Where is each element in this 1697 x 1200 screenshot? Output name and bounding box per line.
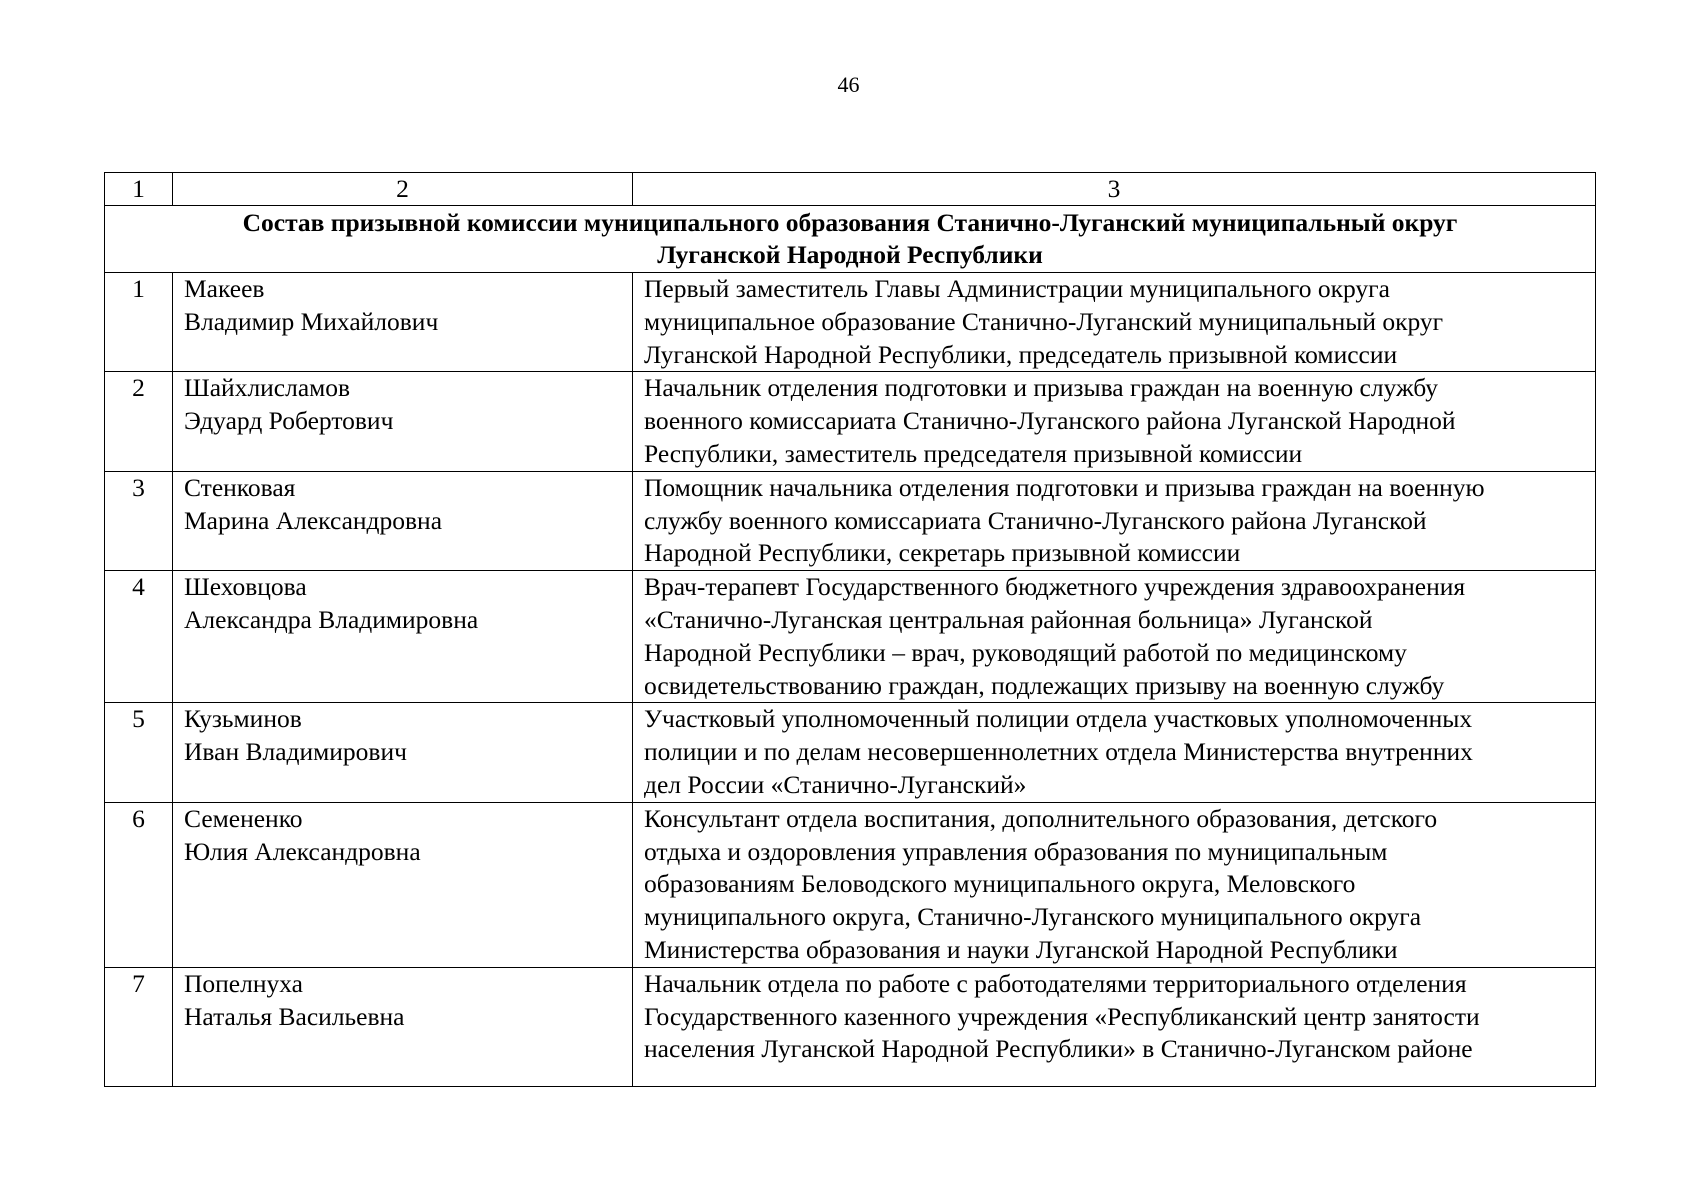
member-position	[633, 703, 1596, 802]
position-line: службу военного комиссариата Станично-Луганского района Луганской	[644, 505, 1427, 535]
table-row	[105, 471, 1596, 570]
column-number-1: 1	[105, 173, 173, 206]
table-row	[105, 571, 1596, 703]
row-number: 1	[105, 273, 173, 372]
member-surname: Кузьминов	[184, 704, 302, 734]
row-number: 6	[105, 802, 173, 967]
position-line: Народной Республики, секретарь призывной комиссии	[644, 538, 1241, 568]
member-surname: Стенковая	[184, 472, 296, 502]
position-line: муниципальное образование Станично-Луганский муниципальный округ	[644, 306, 1444, 336]
column-number-3: 3	[633, 173, 1596, 206]
member-name	[173, 372, 633, 471]
column-number-row	[105, 173, 1596, 206]
column-number-2: 2	[173, 173, 633, 206]
position-line: освидетельствованию граждан, подлежащих призыву на военную службу	[644, 670, 1445, 700]
position-line: Начальник отдела по работе с работодателями территориального отделения	[644, 968, 1467, 998]
page-number: 46	[837, 72, 860, 97]
member-given-names: Иван Владимирович	[184, 737, 407, 767]
member-name	[173, 703, 633, 802]
position-line: Участковый уполномоченный полиции отдела участковых уполномоченных	[644, 704, 1473, 734]
position-line: Помощник начальника отделения подготовки и призыва граждан на военную	[644, 472, 1485, 502]
position-line: Консультант отдела воспитания, дополнительного образования, детского	[644, 803, 1438, 833]
position-line: Республики, заместитель председателя призывной комиссии	[644, 438, 1303, 468]
member-position	[633, 372, 1596, 471]
table-row	[105, 703, 1596, 802]
position-line: Начальник отделения подготовки и призыва граждан на военную службу	[644, 373, 1438, 403]
member-position	[633, 471, 1596, 570]
position-line: «Станично-Луганская центральная районная больница» Луганской	[644, 604, 1373, 634]
table-row	[105, 802, 1596, 967]
member-given-names: Эдуард Робертович	[184, 406, 394, 436]
position-line: отдыха и оздоровления управления образования по муниципальным	[644, 836, 1388, 866]
position-line: полиции и по делам несовершеннолетних отдела Министерства внутренних	[644, 737, 1473, 767]
position-line: Первый заместитель Главы Администрации муниципального округа	[644, 274, 1390, 303]
row-number: 5	[105, 703, 173, 802]
row-number: 2	[105, 372, 173, 471]
member-given-names: Юлия Александровна	[184, 836, 421, 866]
position-line: Народной Республики – врач, руководящий работой по медицинскому	[644, 637, 1407, 667]
position-line: Врач-терапевт Государственного бюджетного учреждения здравоохранения	[644, 572, 1466, 602]
position-line: дел России «Станично-Луганский»	[644, 769, 1027, 799]
position-line: военного комиссариата Станично-Луганского района Луганской Народной	[644, 406, 1456, 436]
member-position	[633, 571, 1596, 703]
member-given-names: Марина Александровна	[184, 505, 443, 535]
member-position	[633, 273, 1596, 372]
row-number: 3	[105, 471, 173, 570]
position-line: населения Луганской Народной Республики» в Станично-Луганском районе	[644, 1034, 1473, 1064]
member-surname: Шеховцова	[184, 572, 307, 602]
member-given-names: Наталья Васильевна	[184, 1001, 405, 1031]
position-line: образованиям Беловодского муниципального округа, Меловского	[644, 869, 1356, 899]
commission-table	[104, 172, 1596, 1087]
position-line: Луганской Народной Республики, председатель призывной комиссии	[644, 339, 1398, 369]
row-number: 4	[105, 571, 173, 703]
member-position	[633, 802, 1596, 967]
member-given-names: Александра Владимировна	[184, 604, 479, 634]
position-line: Государственного казенного учреждения «Республиканский центр занятости	[644, 1001, 1480, 1031]
member-surname: Шайхлисламов	[184, 373, 351, 403]
member-name	[173, 471, 633, 570]
member-given-names: Владимир Михайлович	[184, 306, 439, 336]
table-row	[105, 273, 1596, 372]
member-name	[173, 571, 633, 703]
member-name	[173, 967, 633, 1086]
member-name	[173, 802, 633, 967]
position-line: муниципального округа, Станично-Луганского муниципального округа	[644, 902, 1422, 932]
member-name	[173, 273, 633, 372]
member-surname: Макеев	[184, 274, 265, 303]
section-title-line: Состав призывной комиссии муниципального образования Станично-Луганский муниципальный округ	[242, 208, 1458, 237]
section-title-row	[105, 206, 1596, 273]
member-position	[633, 967, 1596, 1086]
member-surname: Попелнуха	[184, 968, 303, 998]
table-row	[105, 372, 1596, 471]
position-line: Министерства образования и науки Луганской Народной Республики	[644, 934, 1398, 964]
section-title	[105, 206, 1596, 273]
table-row	[105, 967, 1596, 1086]
row-number: 7	[105, 967, 173, 1086]
member-surname: Семененко	[184, 803, 303, 833]
section-title-line: Луганской Народной Республики	[657, 240, 1043, 269]
